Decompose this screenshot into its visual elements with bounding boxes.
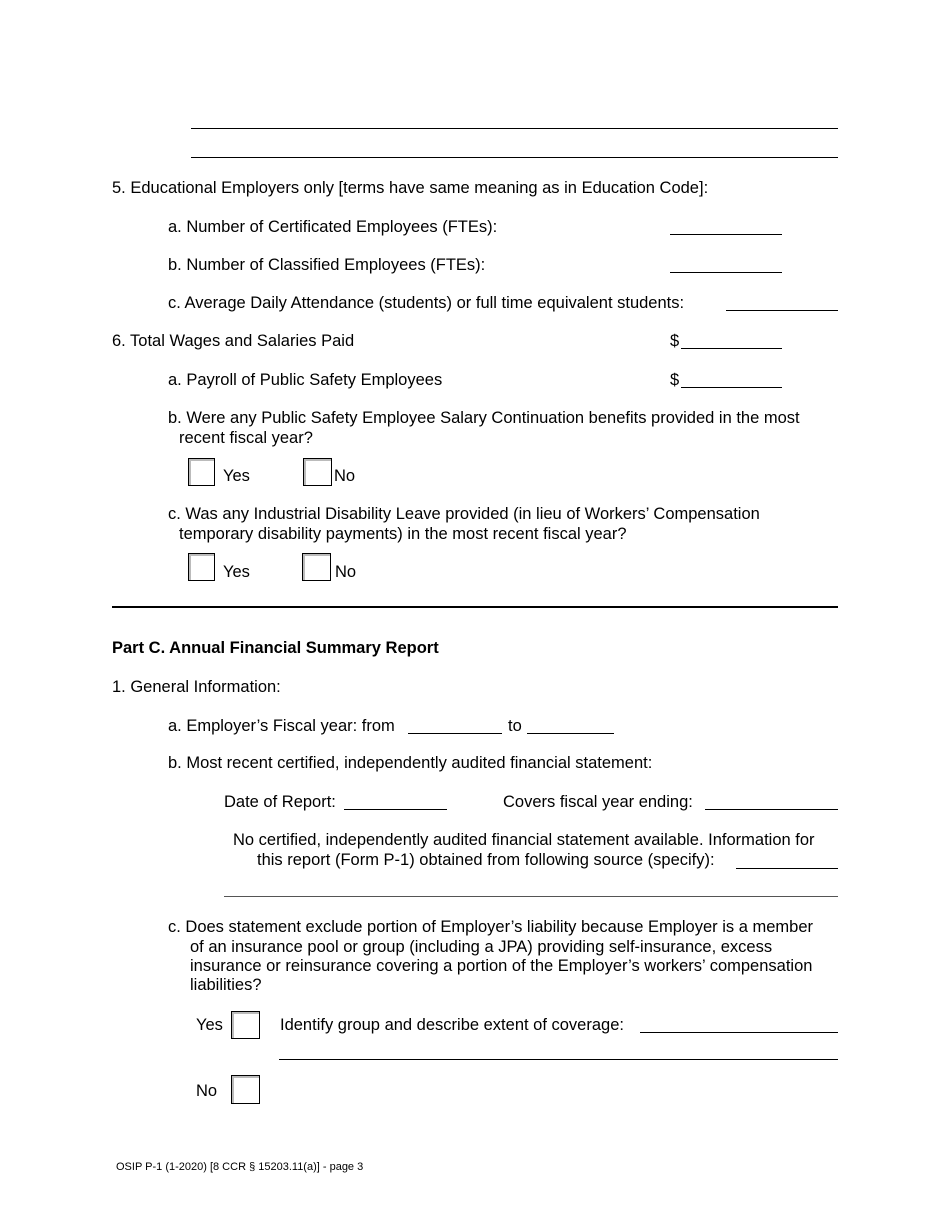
no-certified-statement-line2: this report (Form P-1) obtained from following source (specify): [257, 851, 715, 869]
salary-continuation-no-label: No [334, 467, 356, 485]
identify-group-label: Identify group and describe extent of coverage: [280, 1016, 624, 1034]
source-specify-field[interactable] [736, 849, 838, 869]
disability-leave-yes-checkbox[interactable] [188, 553, 215, 581]
q6-a-label: a. Payroll of Public Safety Employees [168, 371, 443, 389]
exclusion-question-line2: of an insurance pool or group (including a JPA) providing self-insurance, excess [190, 938, 773, 956]
q5-c-label: c. Average Daily Attendance (students) or full time equivalent students: [168, 294, 685, 312]
total-wages-line [681, 348, 782, 349]
q5-b-label: b. Number of Classified Employees (FTEs): [168, 256, 486, 274]
identify-group-line [640, 1032, 838, 1033]
part-c-title: Part C. Annual Financial Summary Report [112, 639, 439, 657]
no-certified-statement-line1: No certified, independently audited financial statement available. Information for [233, 831, 815, 849]
q6-c-line1: c. Was any Industrial Disability Leave provided (in lieu of Workers’ Compensation [168, 505, 760, 523]
average-daily-attendance-line [726, 310, 838, 311]
date-of-report-line [344, 809, 447, 810]
public-safety-payroll-line [681, 387, 782, 388]
date-of-report-field[interactable] [344, 790, 447, 810]
identify-group-field[interactable] [640, 1013, 838, 1033]
covers-fiscal-year-field[interactable] [705, 790, 838, 810]
disability-leave-no-label: No [335, 563, 357, 581]
q6-b-line1: b. Were any Public Safety Employee Salary Continuation benefits provided in the most [168, 409, 800, 427]
fiscal-year-to-line [527, 733, 614, 734]
general-information-heading: 1. General Information: [112, 678, 281, 696]
salary-continuation-no-checkbox[interactable] [303, 458, 332, 486]
q6-b-line2: recent fiscal year? [179, 429, 313, 447]
q5-a-label: a. Number of Certificated Employees (FTEs): [168, 218, 498, 236]
q5-title: 5. Educational Employers only [terms have same meaning as in Education Code]: [112, 179, 709, 197]
section-divider [112, 606, 838, 608]
salary-continuation-yes-checkbox[interactable] [188, 458, 215, 486]
exclusion-question-line1: c. Does statement exclude portion of Employer’s liability because Employer is a member [168, 918, 814, 936]
exclusion-question-line4: liabilities? [190, 976, 262, 994]
audited-statement-label: b. Most recent certified, independently audited financial statement: [168, 754, 653, 772]
certificated-employees-field[interactable] [670, 215, 782, 235]
page-footer: OSIP P-1 (1-2020) [8 CCR § 15203.11(a)] - page 3 [116, 1161, 364, 1173]
fiscal-year-to-label: to [508, 717, 522, 735]
covers-fiscal-year-label: Covers fiscal year ending: [503, 793, 693, 811]
fiscal-year-from-field[interactable] [408, 714, 502, 734]
disability-leave-no-checkbox[interactable] [302, 553, 331, 581]
exclusion-no-checkbox[interactable] [231, 1075, 260, 1104]
payroll-currency-symbol: $ [670, 371, 680, 389]
certificated-employees-line [670, 234, 782, 235]
exclusion-yes-checkbox[interactable] [231, 1011, 260, 1039]
average-daily-attendance-field[interactable] [726, 291, 838, 311]
q6-c-line2: temporary disability payments) in the most recent fiscal year? [179, 525, 627, 543]
continuation-line-1[interactable] [191, 128, 838, 129]
wages-currency-symbol: $ [670, 332, 680, 350]
identify-group-continuation-line[interactable] [279, 1059, 838, 1060]
date-of-report-label: Date of Report: [224, 793, 336, 811]
fiscal-year-from-line [408, 733, 502, 734]
exclusion-no-label: No [196, 1082, 218, 1100]
fiscal-year-label: a. Employer’s Fiscal year: from [168, 717, 395, 735]
public-safety-payroll-field[interactable] [681, 368, 782, 388]
exclusion-yes-label: Yes [196, 1016, 223, 1034]
continuation-line-2[interactable] [191, 157, 838, 158]
disability-leave-yes-label: Yes [223, 563, 250, 581]
source-specify-line [736, 868, 838, 869]
source-specify-continuation-line[interactable] [224, 896, 838, 897]
fiscal-year-to-field[interactable] [527, 714, 614, 734]
q6-title: 6. Total Wages and Salaries Paid [112, 332, 355, 350]
classified-employees-line [670, 272, 782, 273]
salary-continuation-yes-label: Yes [223, 467, 250, 485]
total-wages-field[interactable] [681, 329, 782, 349]
classified-employees-field[interactable] [670, 253, 782, 273]
covers-fiscal-year-line [705, 809, 838, 810]
exclusion-question-line3: insurance or reinsurance covering a portion of the Employer’s workers’ compensation [190, 957, 813, 975]
